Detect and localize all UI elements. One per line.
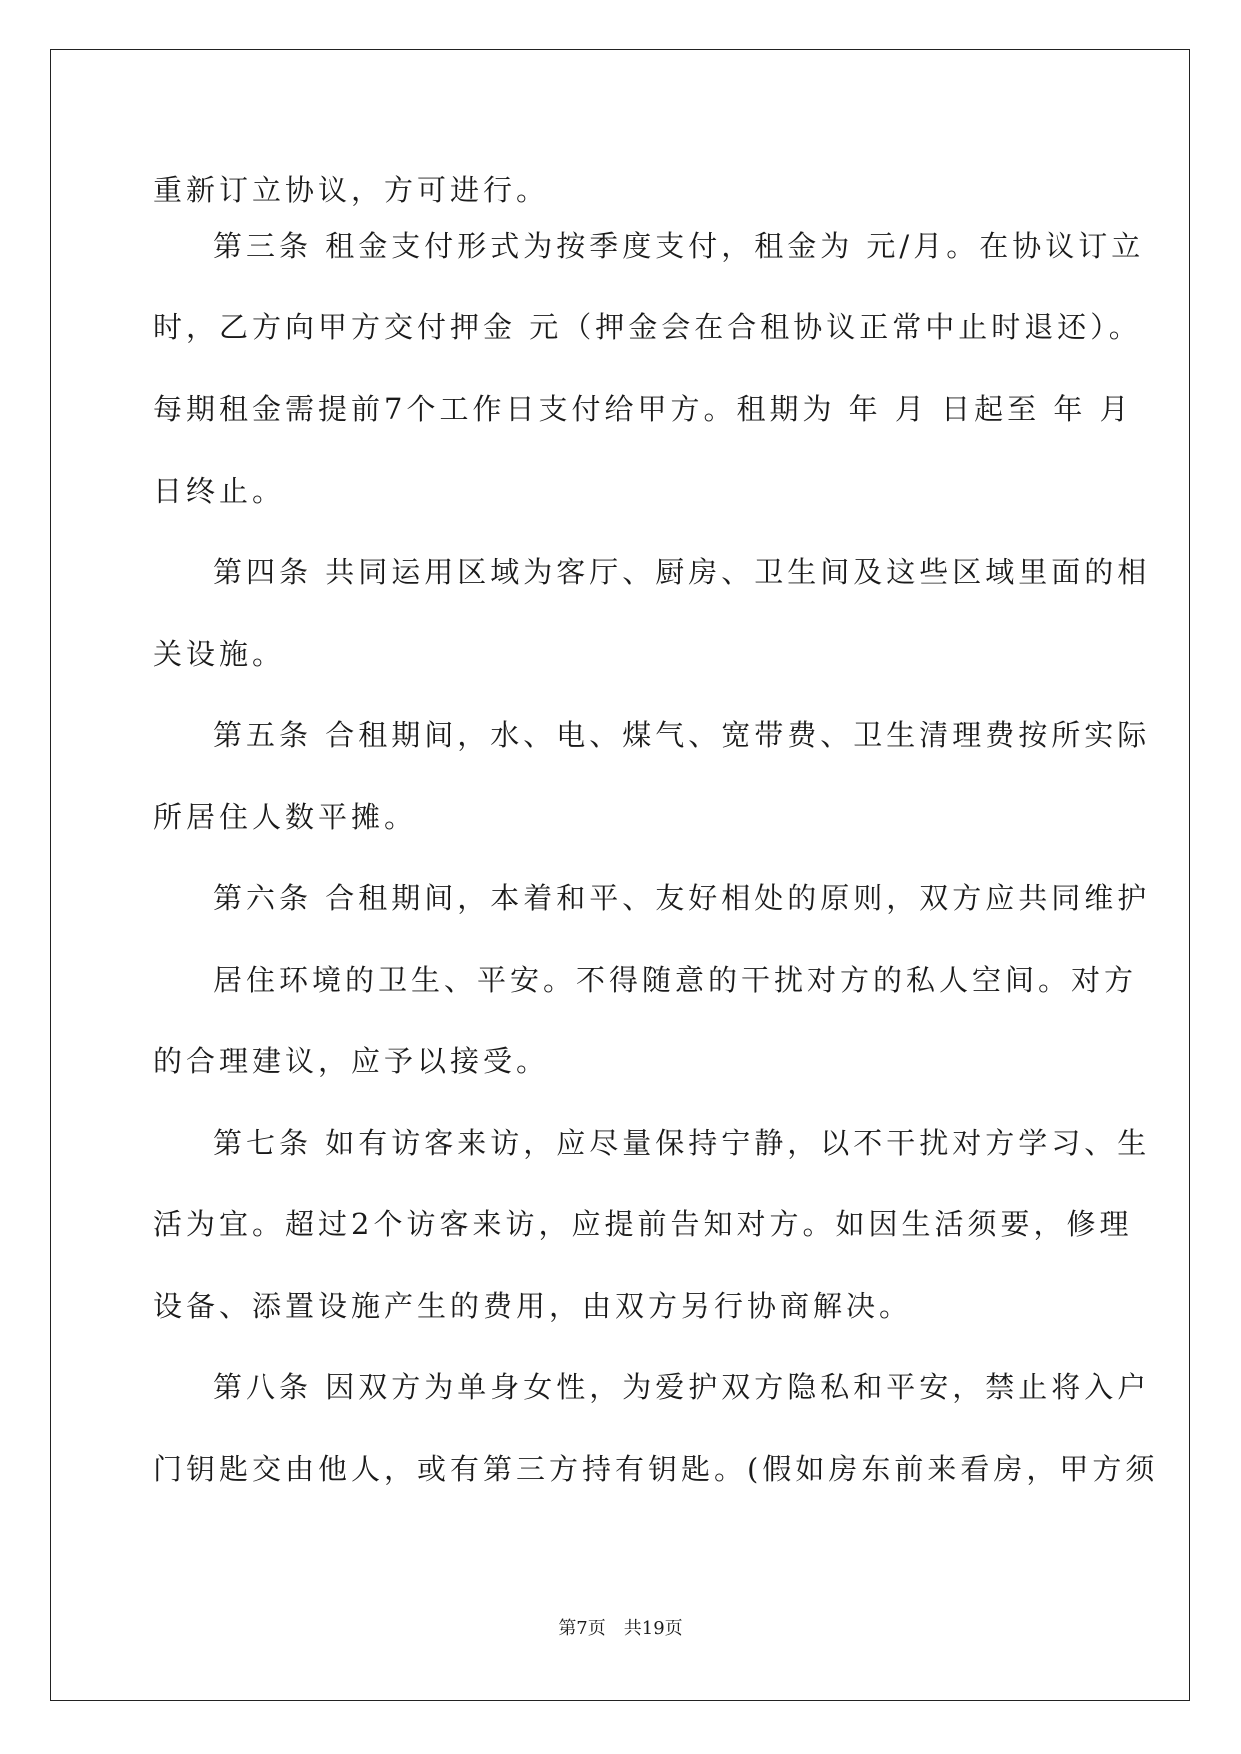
page-number-footer: 第7页 共19页 [558,1618,683,1639]
text-line: 时，乙方向甲方交付押金 元（押金会在合租协议正常中止时退还）。 [153,310,1142,344]
text-line: 门钥匙交由他人，或有第三方持有钥匙。(假如房东前来看房，甲方须 [153,1452,1159,1486]
text-line: 所居住人数平摊。 [153,800,418,834]
text-line: 的合理建议，应予以接受。 [153,1044,550,1078]
text-line: 日终止。 [153,474,286,508]
text-line: 设备、添置设施产生的费用，由双方另行协商解决。 [153,1289,913,1323]
text-line: 重新订立协议，方可进行。 [153,173,550,207]
clause-6-heading-line: 第六条 合租期间，本着和平、友好相处的原则，双方应共同维护 [213,881,1151,915]
clause-8-heading-line: 第八条 因双方为单身女性，为爱护双方隐私和平安，禁止将入户 [213,1370,1151,1404]
text-line: 活为宜。超过2个访客来访，应提前告知对方。如因生活须要，修理 [153,1207,1133,1241]
clause-4-heading-line: 第四条 共同运用区域为客厅、厨房、卫生间及这些区域里面的相 [213,555,1151,589]
clause-3-heading-line: 第三条 租金支付形式为按季度支付，租金为 元/月。在协议订立 [213,229,1145,263]
clause-5-heading-line: 第五条 合租期间，水、电、煤气、宽带费、卫生清理费按所实际 [213,718,1151,752]
text-line: 居住环境的卫生、平安。不得随意的干扰对方的私人空间。对方 [213,963,1138,997]
clause-7-heading-line: 第七条 如有访客来访，应尽量保持宁静，以不干扰对方学习、生 [213,1126,1151,1160]
text-line: 关设施。 [153,637,286,671]
text-line: 每期租金需提前7个工作日支付给甲方。租期为 年 月 日起至 年 月 [153,392,1133,426]
